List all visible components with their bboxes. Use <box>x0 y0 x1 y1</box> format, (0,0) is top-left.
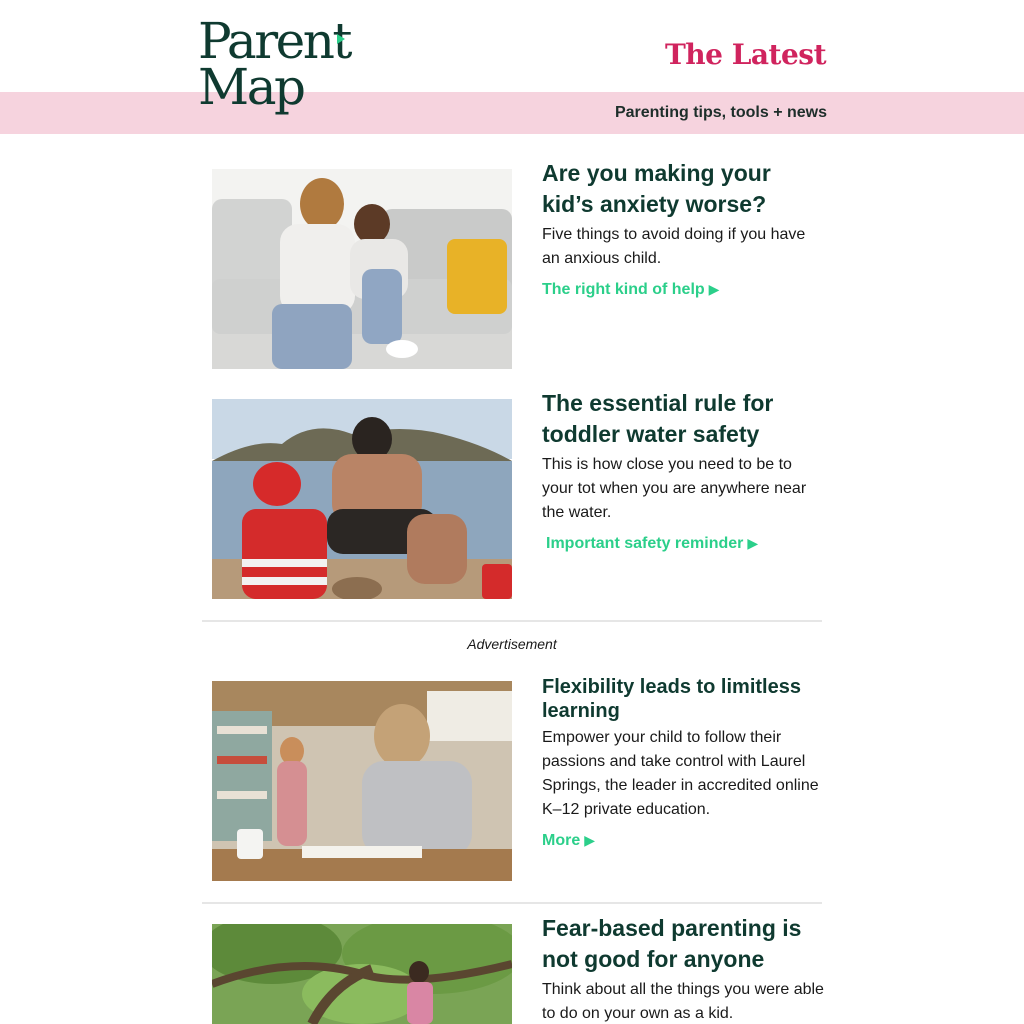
advertisement-label: Advertisement <box>467 636 557 652</box>
divider <box>202 620 822 622</box>
cta-link-more[interactable] <box>542 832 595 850</box>
article-description: This is how close you need to be to your tot when you are anywhere near the water. <box>542 456 807 521</box>
photo-girl-studying-kitchen <box>212 681 512 881</box>
article-card <box>212 390 824 599</box>
logo-line-1: Parent <box>198 12 350 70</box>
play-arrow-icon: ▶ <box>584 832 596 848</box>
photo-father-toddler-beach <box>212 399 512 599</box>
cta-link-safety-reminder[interactable] <box>546 535 758 553</box>
cta-label: The right kind of help <box>542 281 705 298</box>
cta-link-right-kind-of-help[interactable] <box>542 281 719 299</box>
ad-description: Empower your child to follow their passions and take control with Laurel Springs, the leader in accredited online K–12 private education. <box>542 729 819 818</box>
parentmap-logo[interactable] <box>198 12 358 122</box>
ad-image-student-studying[interactable] <box>212 681 512 881</box>
cta-label: Important safety reminder <box>546 535 744 552</box>
tagline: Parenting tips, tools + news <box>614 104 827 121</box>
article-image-mother-child-couch[interactable] <box>212 169 512 369</box>
play-arrow-icon: ▶ <box>747 535 759 551</box>
article-text <box>542 915 827 1024</box>
cta-label: More <box>542 832 581 849</box>
ad-headline[interactable]: Flexibility leads to limitless learning <box>542 676 801 722</box>
play-arrow-icon: ▶ <box>708 281 720 297</box>
photo-child-in-tree <box>212 924 512 1024</box>
logo-line-2: Map <box>198 58 304 116</box>
article-image-child-tree[interactable] <box>212 924 512 1024</box>
play-icon <box>337 34 345 44</box>
photo-mother-child-couch <box>212 169 512 369</box>
article-headline[interactable]: Fear-based parenting is not good for anyone <box>542 915 802 972</box>
tagline-banner <box>0 92 1024 134</box>
article-description: Think about all the things you were able to do on your own as a kid. <box>542 981 824 1022</box>
section-title: The Latest <box>664 38 826 71</box>
article-card <box>212 915 824 1024</box>
ad-card <box>212 676 824 881</box>
article-headline[interactable]: The essential rule for toddler water safety <box>542 390 774 447</box>
ad-text <box>542 676 827 850</box>
article-description: Five things to avoid doing if you have an anxious child. <box>542 226 806 267</box>
article-headline[interactable]: Are you making your kid’s anxiety worse? <box>542 160 771 217</box>
article-image-water-safety[interactable] <box>212 399 512 599</box>
divider <box>202 902 822 904</box>
article-card <box>212 160 824 369</box>
article-text <box>542 160 827 299</box>
article-text <box>542 390 827 553</box>
